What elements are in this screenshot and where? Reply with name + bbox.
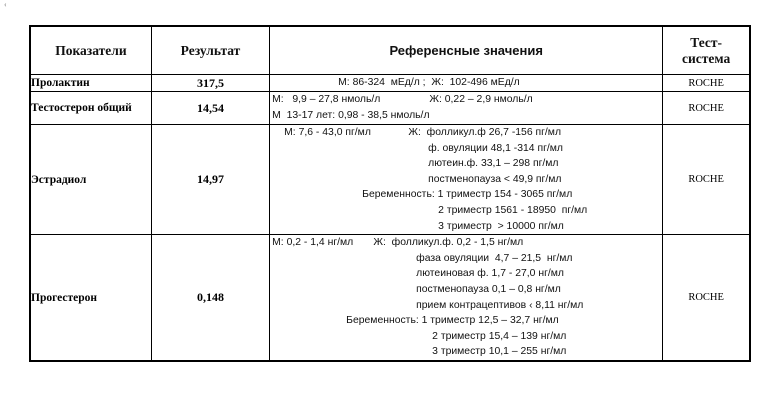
reference-line: 2 триместр 15,4 – 139 нг/мл [432, 330, 567, 342]
header-system-line1: Тест- [690, 34, 722, 50]
reference-line: 3 триместр 10,1 – 255 нг/мл [432, 346, 567, 358]
header-indicator: Показатели [30, 26, 151, 75]
reference-line: постменопауза < 49,9 пг/мл [428, 173, 562, 185]
reference-line: Беременность: 1 триместр 154 - 3065 пг/мл [362, 189, 573, 201]
reference-line: лютеиновая ф. 1,7 - 27,0 нг/мл [416, 268, 564, 280]
reference-line: прием контрацептивов ‹ 8,11 нг/мл [416, 299, 584, 311]
table-row-prolactin [30, 75, 750, 92]
test-system: ROCHE [663, 75, 750, 92]
reference-values [270, 235, 663, 361]
result-value: 14,54 [151, 92, 269, 125]
header-result: Результат [151, 26, 269, 75]
reference-line: постменопауза 0,1 – 0,8 нг/мл [416, 283, 561, 295]
reference-line: 3 триместр > 10000 пг/мл [438, 220, 564, 232]
reference-line: М: 9,9 – 27,8 нмоль/л Ж: 0,22 – 2,9 нмоль/л [272, 94, 533, 106]
reference-line: лютеин.ф. 33,1 – 298 пг/мл [428, 158, 559, 170]
header-system-line2: система [681, 50, 731, 66]
header-reference: Референсные значения [270, 26, 663, 75]
result-value: 14,97 [151, 125, 269, 235]
table-header-row [30, 26, 750, 75]
header-test-system [663, 26, 750, 75]
reference-line: М: 0,2 - 1,4 нг/мл Ж: фолликул.ф. 0,2 - 1,5 нг/мл [272, 237, 524, 249]
test-system: ROCHE [663, 125, 750, 235]
reference-line: М: 7,6 - 43,0 пг/мл Ж: фолликул.ф 26,7 -156 пг/мл [284, 127, 562, 138]
indicator-name: Эстрадиол [30, 125, 151, 235]
reference-line: фаза овуляции 4,7 – 21,5 нг/мл [416, 252, 573, 264]
page-mark: ‹ [4, 0, 7, 9]
indicator-name: Пролактин [30, 75, 151, 92]
table-row-estradiol [30, 125, 750, 235]
table-row-testosterone [30, 92, 750, 125]
reference-line: М 13-17 лет: 0,98 - 38,5 нмоль/л [272, 110, 430, 121]
reference-values [270, 75, 663, 92]
reference-line: Беременность: 1 триместр 12,5 – 32,7 нг/мл [346, 315, 559, 327]
indicator-name: Тестостерон общий [30, 92, 151, 125]
table-row-progesterone [30, 235, 750, 361]
reference-values [270, 92, 663, 125]
result-value: 317,5 [151, 75, 269, 92]
test-system: ROCHE [663, 92, 750, 125]
reference-line: ф. овуляции 48,1 -314 пг/мл [428, 142, 563, 154]
indicator-name: Прогестерон [30, 235, 151, 361]
result-value: 0,148 [151, 235, 269, 361]
hormone-results-table [29, 25, 751, 362]
reference-values [270, 125, 663, 235]
test-system: ROCHE [663, 235, 750, 361]
reference-line: М: 86-324 мЕд/л ; Ж: 102-496 мЕд/л [338, 77, 520, 89]
reference-line: 2 триместр 1561 - 18950 пг/мл [438, 204, 588, 216]
